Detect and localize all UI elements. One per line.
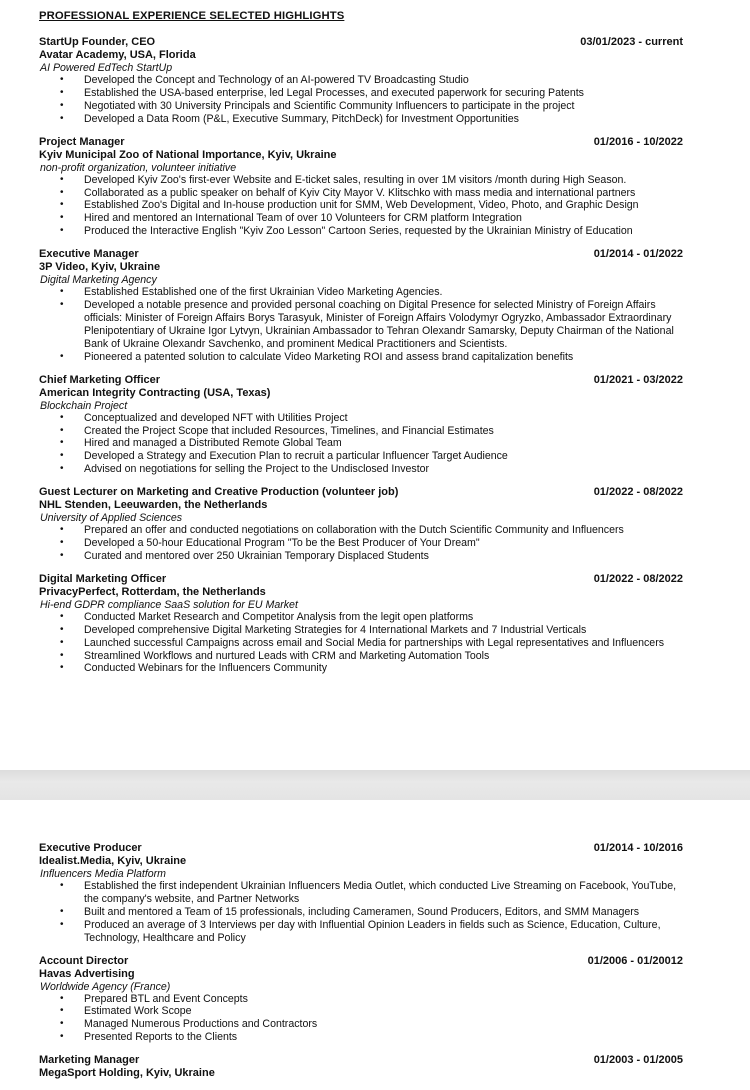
job-company: Avatar Academy, USA, Florida — [39, 49, 196, 61]
job-dates: 01/2003 - 01/2005 — [593, 1054, 683, 1067]
achievement-list — [39, 880, 689, 945]
job-entry — [39, 486, 689, 563]
job-header — [39, 136, 689, 149]
achievement-item: • Developed Kyiv Zoo's first-ever Website and E-ticket sales, resulting in over 1M visitors /month during High Season. — [84, 174, 689, 187]
achievement-item: • Developed a notable presence and provided personal coaching on Digital Presence for selected Ministry of Foreign Affairs officials: Minister of Foreign Affairs Borys Tarasyuk, Minister of Foreign Affairs Volodymyr Ogryzko, Ambassador Extraordinary Plenipotentiary of Ukraine Igor Lytvyn, Ukrainian Ambassador to Tehran Olexandr Samarsky, Deputy Chairman of the National Bank of Ukraine Olexandr Savchenko, and prominent Medical Practitioners and Scientists. — [84, 299, 689, 351]
achievement-item: • Launched successful Campaigns across email and Social Media for partnerships with Legal representatives and Influencers — [84, 637, 689, 650]
job-header — [39, 36, 689, 49]
job-role: Project Manager — [39, 135, 125, 148]
job-dates: 01/2006 - 01/20012 — [587, 954, 683, 967]
job-company: NHL Stenden, Leeuwarden, the Netherlands — [39, 499, 268, 512]
job-description: non-profit organization, volunteer initiative — [40, 161, 237, 174]
job-entry — [39, 248, 689, 363]
achievement-item: • Curated and mentored over 250 Ukrainian Temporary Displaced Students — [84, 550, 689, 563]
resume-page-2 — [0, 800, 750, 1085]
achievement-item: • Created the Project Scope that included Resources, Timelines, and Financial Estimates — [84, 425, 689, 438]
achievement-item: • Developed a 50-hour Educational Program "To be the Best Producer of Your Dream" — [84, 537, 689, 550]
job-description: Blockchain Project — [40, 399, 128, 412]
job-header — [39, 248, 689, 261]
page-break — [0, 770, 750, 800]
achievement-item: • Conceptualized and developed NFT with Utilities Project — [84, 412, 689, 425]
job-company: American Integrity Contracting (USA, Texas) — [39, 386, 271, 399]
job-company: Havas Advertising — [39, 967, 135, 980]
job-dates: 01/2014 - 01/2022 — [593, 248, 683, 261]
achievement-item: • Prepared BTL and Event Concepts — [84, 993, 689, 1006]
achievement-item: • Built and mentored a Team of 15 professionals, including Cameramen, Sound Producers, Editors, and SMM Managers — [84, 906, 689, 919]
achievement-item: • Produced an average of 3 Interviews per day with Influential Opinion Leaders in fields such as Science, Education, Culture, Technology, Healthcare and Policy — [84, 919, 689, 945]
achievement-item: • Collaborated as a public speaker on behalf of Kyiv City Mayor V. Klitschko with mass media and international partners — [84, 187, 689, 200]
experience-list — [39, 36, 689, 675]
achievement-list — [39, 74, 689, 126]
job-dates: 01/2014 - 10/2016 — [593, 842, 683, 854]
achievement-list — [39, 993, 689, 1045]
achievement-item: • Streamlined Workflows and nurtured Leads with CRM and Marketing Automation Tools — [84, 650, 689, 663]
job-description: University of Applied Sciences — [40, 512, 183, 525]
job-header — [39, 573, 689, 586]
achievement-list — [39, 611, 689, 676]
job-entry — [39, 136, 689, 239]
job-company: 3P Video, Kyiv, Ukraine — [39, 261, 161, 274]
achievement-list — [39, 286, 689, 363]
achievement-item: • Pioneered a patented solution to calculate Video Marketing ROI and assess brand capitalization benefits — [84, 351, 689, 364]
job-entry — [39, 842, 689, 945]
job-header — [39, 486, 689, 499]
job-role: Digital Marketing Officer — [39, 572, 167, 585]
job-role: Account Director — [39, 954, 129, 967]
job-dates: 01/2022 - 08/2022 — [593, 572, 683, 585]
job-description: Digital Marketing Agency — [40, 274, 157, 287]
achievement-item: • Advised on negotiations for selling the Project to the Undisclosed Investor — [84, 463, 689, 476]
job-description: Hi-end GDPR compliance SaaS solution for EU Market — [40, 598, 298, 611]
achievement-item: • Established Established one of the first Ukrainian Video Marketing Agencies. — [84, 286, 689, 299]
job-dates: 01/2016 - 10/2022 — [593, 135, 683, 148]
job-role: Executive Manager — [39, 248, 139, 261]
achievement-item: • Conducted Market Research and Competitor Analysis from the legit open platforms — [84, 611, 689, 624]
job-role: Guest Lecturer on Marketing and Creative Production (volunteer job) — [39, 486, 399, 499]
job-description: Worldwide Agency (France) — [40, 980, 171, 993]
job-role: Executive Producer — [39, 842, 142, 854]
achievement-item: • Negotiated with 30 University Principals and Scientific Community Influencers to participate in the project — [84, 100, 689, 113]
job-entry — [39, 955, 689, 1045]
job-company: PrivacyPerfect, Rotterdam, the Netherlands — [39, 585, 266, 598]
job-entry — [39, 36, 689, 126]
achievement-item: • Prepared an offer and conducted negotiations on collaboration with the Dutch Scientific Community and Influencers — [84, 524, 689, 537]
job-role: StartUp Founder, CEO — [39, 36, 156, 48]
achievement-item: • Presented Reports to the Clients — [84, 1031, 689, 1044]
achievement-item: • Developed the Concept and Technology of an AI-powered TV Broadcasting Studio — [84, 74, 689, 87]
job-company: MegaSport Holding, Kyiv, Ukraine — [39, 1067, 215, 1080]
achievement-item: • Developed a Data Room (P&L, Executive Summary, PitchDeck) for Investment Opportunities — [84, 113, 689, 126]
achievement-item: • Developed a Strategy and Execution Plan to recruit a particular Influencer Target Audience — [84, 450, 689, 463]
achievement-item: • Developed comprehensive Digital Marketing Strategies for 4 International Markets and 7 Industrial Verticals — [84, 624, 689, 637]
job-dates: 01/2022 - 08/2022 — [593, 486, 683, 499]
achievement-item: • Produced the Interactive English "Kyiv Zoo Lesson" Cartoon Series, requested by the Ukrainian Ministry of Education — [84, 225, 689, 238]
achievement-item: • Conducted Webinars for the Influencers Community — [84, 662, 689, 675]
achievement-item: • Estimated Work Scope — [84, 1005, 689, 1018]
job-header — [39, 374, 689, 387]
achievement-list — [39, 174, 689, 239]
job-role: Chief Marketing Officer — [39, 373, 161, 386]
experience-list-continued — [39, 842, 689, 1080]
job-dates: 01/2021 - 03/2022 — [593, 373, 683, 386]
job-entry — [39, 374, 689, 477]
section-title: PROFESSIONAL EXPERIENCE SELECTED HIGHLIGHTS — [39, 10, 345, 22]
job-company: Idealist.Media, Kyiv, Ukraine — [39, 855, 187, 867]
job-role: Marketing Manager — [39, 1054, 140, 1067]
job-company: Kyiv Municipal Zoo of National Importance, Kyiv, Ukraine — [39, 148, 337, 161]
job-description: AI Powered EdTech StartUp — [40, 62, 173, 74]
achievement-item: • Hired and mentored an International Team of over 10 Volunteers for CRM platform Integration — [84, 212, 689, 225]
job-description: Influencers Media Platform — [40, 868, 167, 880]
job-header — [39, 842, 689, 855]
achievement-item: • Established the USA-based enterprise, led Legal Processes, and executed paperwork for securing Patents — [84, 87, 689, 100]
job-dates: 03/01/2023 - current — [580, 36, 683, 48]
job-header — [39, 955, 689, 968]
achievement-item: • Hired and managed a Distributed Remote Global Team — [84, 437, 689, 450]
page-2-content — [39, 842, 689, 1090]
page-1-content — [39, 10, 689, 685]
achievement-item: • Established the first independent Ukrainian Influencers Media Outlet, which conducted Live Streaming on Facebook, YouTube, the company's website, and Partner Networks — [84, 880, 689, 906]
job-entry — [39, 573, 689, 676]
achievement-list — [39, 412, 689, 477]
job-header — [39, 1054, 689, 1067]
job-entry — [39, 1054, 689, 1080]
achievement-item: • Managed Numerous Productions and Contractors — [84, 1018, 689, 1031]
achievement-item: • Established Zoo's Digital and In-house production unit for SMM, Web Development, Video, Photo, and Graphic Design — [84, 199, 689, 212]
achievement-list — [39, 524, 689, 563]
